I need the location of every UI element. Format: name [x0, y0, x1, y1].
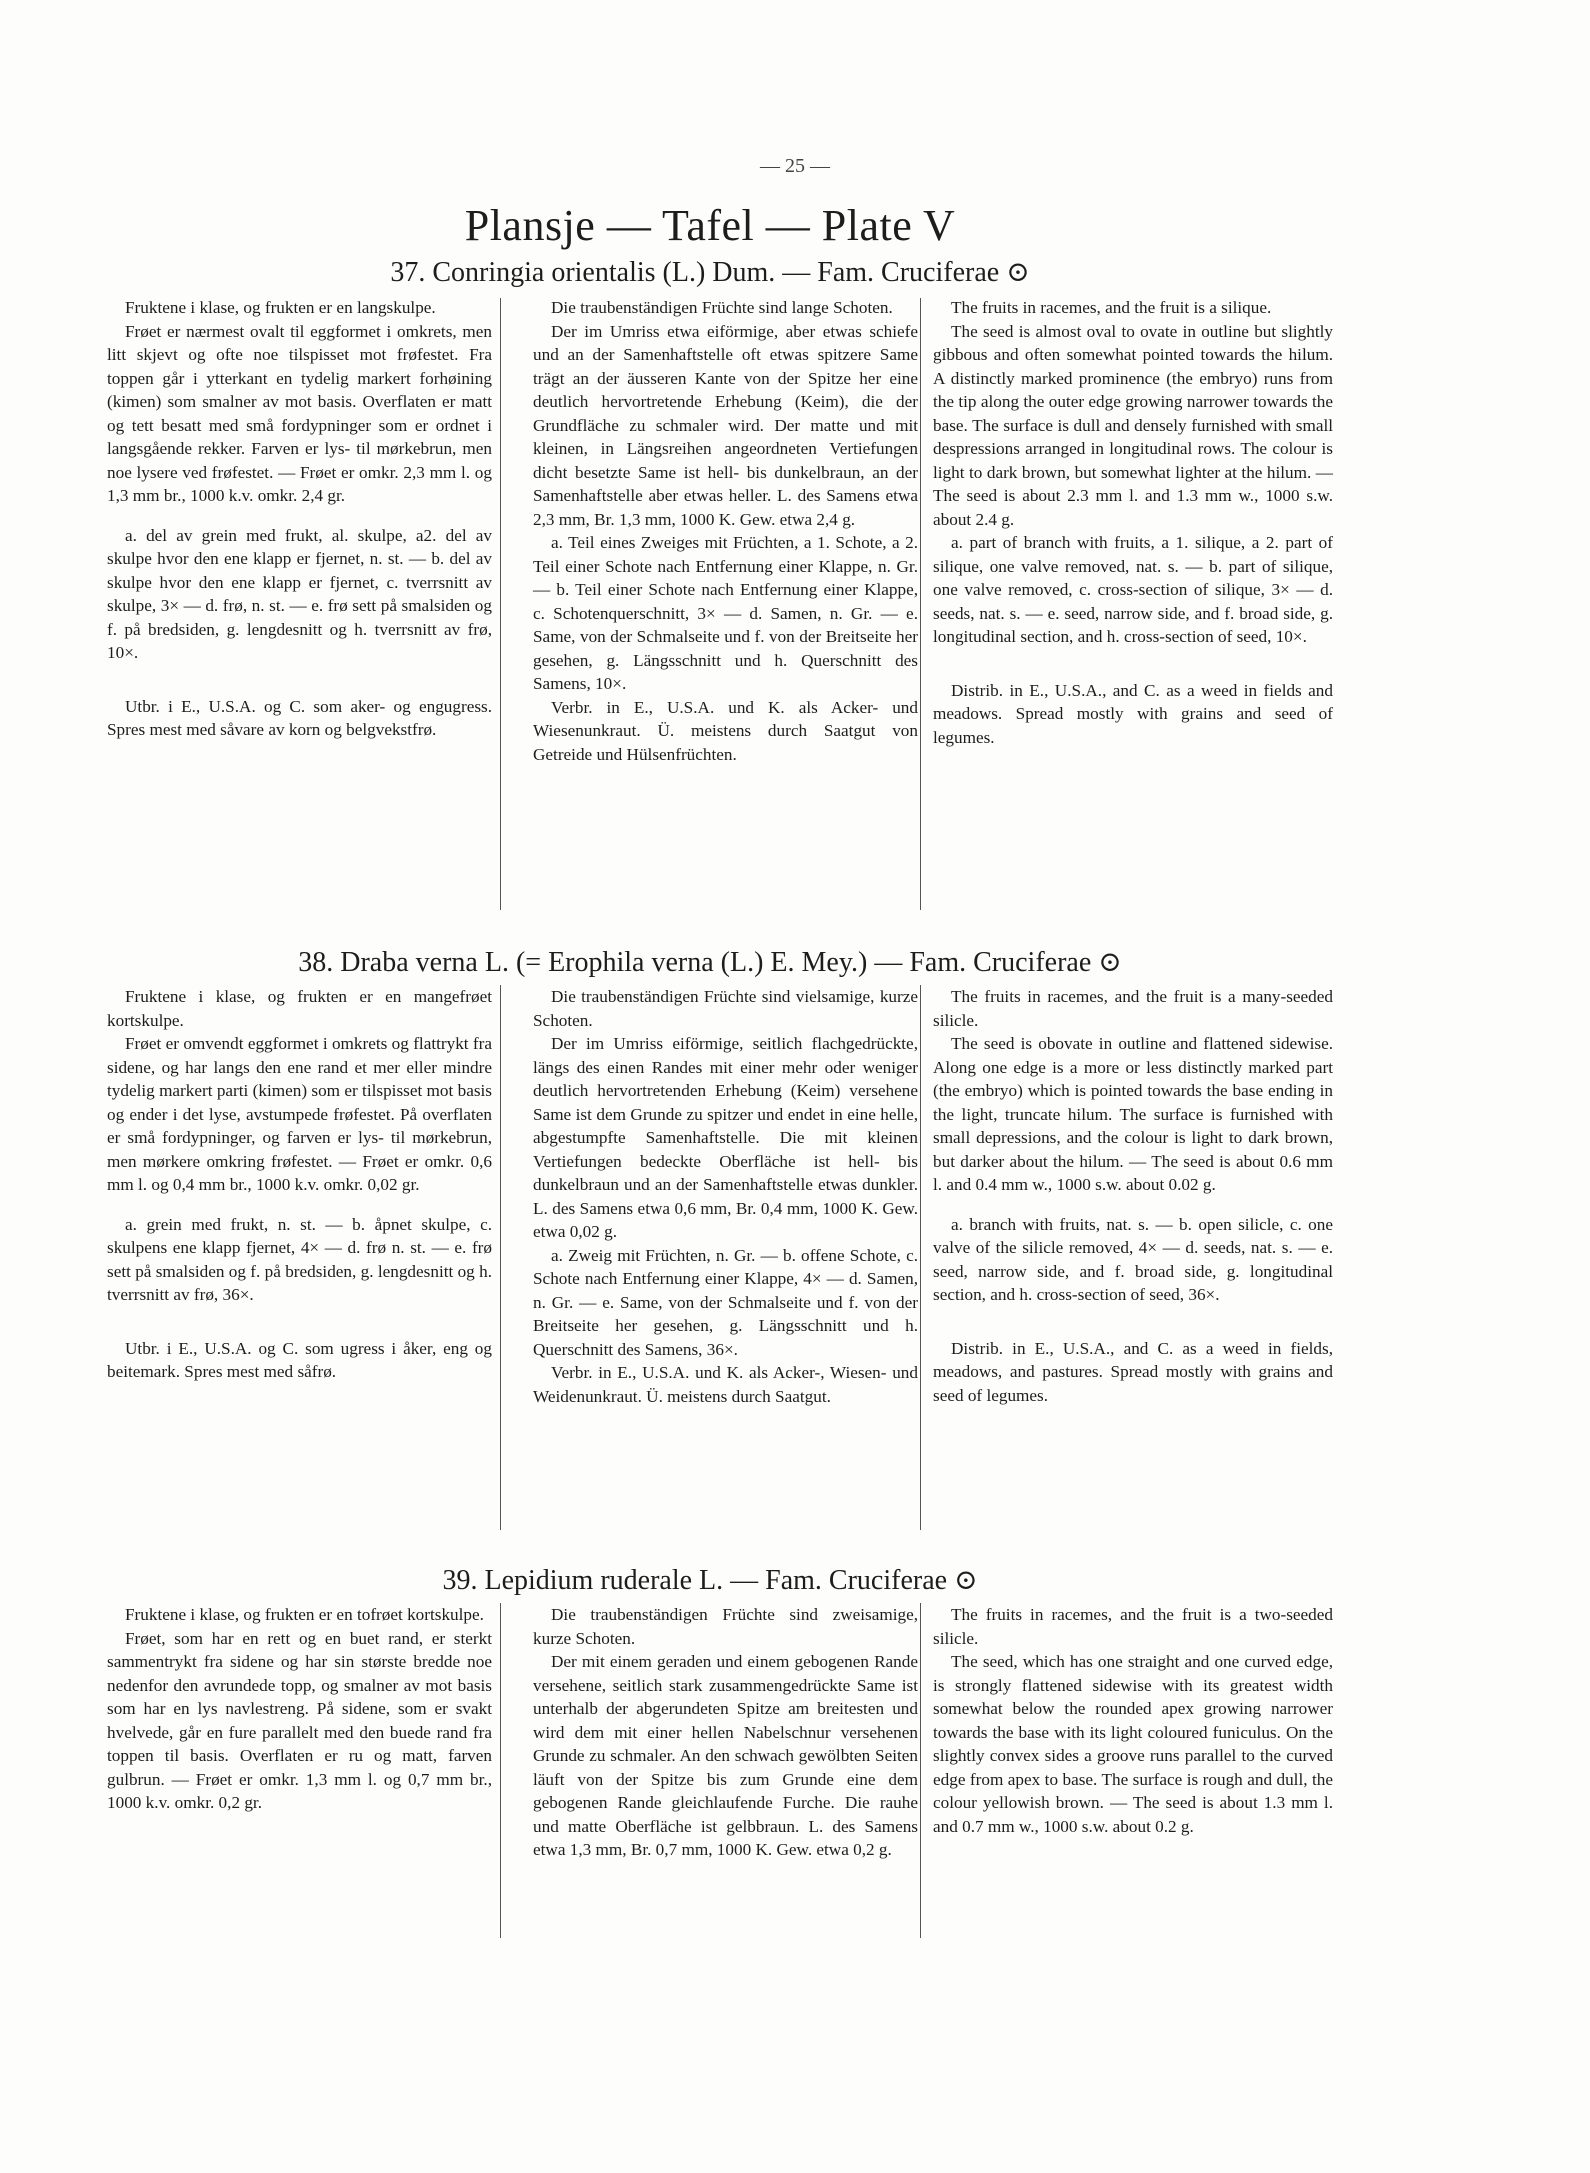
species-heading-39: 39. Lepidium ruderale L. — Fam. Cruciferae ⊙ [442, 1565, 978, 1596]
paragraph: Fruktene i klase, og frukten er en tofrøet kortskulpe. [125, 1605, 484, 1624]
paragraph: The seed is obovate in outline and flattened sidewise. Along one edge is a more or less distinctly marked part (the embryo) which is pointed towards the base ending in the light, truncate hilum. The surface is furnished with small depressions, and the colour is light to dark brown, but darker about the hilum. — The seed is about 0.6 mm l. and 0.4 mm w., 1000 s.w. about 0.02 g. [933, 1034, 1333, 1194]
distribution: Distrib. in E., U.S.A., and C. as a weed in fields, meadows, and pastures. Spread mostly with grains and seed of legumes. [933, 1338, 1333, 1405]
norwegian-column-38 [107, 985, 492, 1384]
norwegian-column-39 [107, 1603, 492, 1815]
distribution: Utbr. i E., U.S.A. og C. som aker- og engugress. Spres mest med såvare av korn og belgvekstfrø. [107, 696, 492, 739]
figure-legend: a. del av grein med frukt, al. skulpe, a2. del av skulpe hvor den ene klapp er fjernet, n. st. — b. del av skulpe hvor den ene klapp er fjernet, c. tverrsnitt av skulpe, 3× — d. frø, n. st. — e. frø sett på smalsiden og f. på bredsiden, g. lengdesnitt og h. tverrsnitt av frø, 10×. [107, 525, 492, 662]
paragraph: The seed, which has one straight and one curved edge, is strongly flattened sidewise with its greatest width somewhat below the rounded apex growing narrower towards the base with its light coloured funiculus. On the slightly convex sides a groove runs parallel to the curved edge from apex to base. The surface is rough and dull, the colour yellowish brown. — The seed is about 1.3 mm l. and 0.7 mm w., 1000 s.w. about 0.2 g. [933, 1652, 1333, 1836]
column-divider [500, 985, 501, 1530]
english-column-37 [933, 296, 1333, 749]
english-column-38 [933, 985, 1333, 1407]
figure-legend: a. Teil eines Zweiges mit Früchten, a 1. Schote, a 2. Teil einer Schote nach Entfernung einer Klappe, n. Gr. — b. Teil einer Schote nach Entfernung einer Klappe, c. Schotenquerschnitt, 3× — d. Samen, n. Gr. — e. Same, von der Schmalseite und f. von der Breitseite her gesehen, g. Längsschnitt und h. Querschnitt des Samens, 10×. [533, 533, 918, 693]
paragraph: Die traubenständigen Früchte sind zweisamige, kurze Schoten. [533, 1605, 918, 1648]
paragraph: Der im Umriss eiförmige, seitlich flachgedrückte, längs des einen Randes mit einer mehr oder weniger deutlich hervortretenden Erhebung (Keim) versehene Same ist dem Grunde zu spitzer und endet in eine helle, abgestumpfte Samenhaftstelle. Die mit kleinen Vertiefungen bedeckte Oberfläche ist hell- bis dunkelbraun und an der Samenhaftstelle etwas dunkler. L. des Samens etwa 0,6 mm, Br. 0,4 mm, 1000 K. Gew. etwa 0,02 g. [533, 1034, 918, 1241]
paragraph: Frøet er omvendt eggformet i omkrets og flattrykt fra sidene, og har langs den ene rand et mer eller mindre tydelig markert parti (kimen) som er tilspisset mot basis og ender i det lyse, avstumpede frøfestet. På overflaten er små fordypninger, og farven er lys- til mørkebrun, men mørkere omkring frøfestet. — Frøet er omkr. 0,6 mm l. og 0,4 mm br., 1000 k.v. omkr. 0,02 gr. [107, 1034, 492, 1194]
species-heading-37: 37. Conringia orientalis (L.) Dum. — Fam. Cruciferae ⊙ [390, 257, 1030, 288]
paragraph: The fruits in racemes, and the fruit is a silique. [951, 298, 1272, 317]
paragraph: The seed is almost oval to ovate in outline but slightly gibbous and often somewhat pointed towards the hilum. A distinctly marked prominence (the embryo) runs from the tip along the outer edge growing narrower towards the base. The surface is dull and densely furnished with small despressions arranged in longitudinal rows. The colour is light to dark brown, but somewhat lighter at the hilum. — The seed is about 2.3 mm l. and 1.3 mm w., 1000 s.w. about 2.4 g. [933, 321, 1333, 529]
distribution: Utbr. i E., U.S.A. og C. som ugress i åker, eng og beitemark. Spres mest med såfrø. [107, 1338, 492, 1381]
species-heading-38: 38. Draba verna L. (= Erophila verna (L.) E. Mey.) — Fam. Cruciferae ⊙ [298, 947, 1122, 978]
distribution: Distrib. in E., U.S.A., and C. as a weed in fields and meadows. Spread mostly with grains and seed of legumes. [933, 680, 1333, 747]
paragraph: Der im Umriss etwa eiförmige, aber etwas schiefe und an der Samenhaftstelle oft etwas spitzere Same trägt an der äusseren Kante von der Spitze her eine deutlich hervortretende Erhebung (Keim), die der Grundfläche zu schmaler wird. Der matte und mit kleinen, in Längsreihen angeordneten Vertiefungen dicht besetzte Same ist hell- bis dunkelbraun, an der Samenhaftstelle aber etwas heller. L. des Samens etwa 2,3 mm, Br. 1,3 mm, 1000 K. Gew. etwa 2,4 g. [533, 321, 918, 529]
paragraph: Die traubenständigen Früchte sind lange Schoten. [551, 298, 893, 317]
german-column-38 [533, 985, 918, 1408]
paragraph: The fruits in racemes, and the fruit is a two-seeded silicle. [933, 1605, 1333, 1648]
column-divider [500, 1603, 501, 1938]
english-column-39 [933, 1603, 1333, 1838]
column-divider [500, 298, 501, 910]
norwegian-column-37 [107, 296, 492, 742]
column-divider [920, 1603, 921, 1938]
distribution: Verbr. in E., U.S.A. und K. als Acker- und Wiesenunkraut. Ü. meistens durch Saatgut von Getreide und Hülsenfrüchten. [533, 697, 918, 764]
paragraph: Der mit einem geraden und einem gebogenen Rande versehene, seitlich stark zusammengedrückte Same ist unterhalb der abgerundeten Spitze am breitesten und wird dem mit einer hellen Nabelschnur versehenen Grunde zu schmaler. An den schwach gewölbten Seiten läuft von der Spitze bis zum Grunde eine dem gebogenen Rande gleichlaufende Furche. Die rauhe und matte Oberfläche ist gelbbraun. L. des Samens etwa 1,3 mm, Br. 0,7 mm, 1000 K. Gew. etwa 0,2 g. [533, 1652, 918, 1859]
column-divider [920, 298, 921, 910]
paragraph: Fruktene i klase, og frukten er en mangefrøet kortskulpe. [107, 987, 492, 1030]
distribution: Verbr. in E., U.S.A. und K. als Acker-, Wiesen- und Weidenunkraut. Ü. meistens durch Saatgut. [533, 1363, 918, 1406]
german-column-39 [533, 1603, 918, 1862]
plate-title: Plansje — Tafel — Plate V [464, 201, 956, 250]
figure-legend: a. grein med frukt, n. st. — b. åpnet skulpe, c. skulpens ene klapp fjernet, 4× — d. frø n. st. — e. frø sett på smalsiden og f. på bredsiden, g. lengdesnitt og h. tverrsnitt av frø, 36×. [107, 1214, 492, 1304]
paragraph: The fruits in racemes, and the fruit is a many-seeded silicle. [933, 987, 1333, 1030]
paragraph: Frøet, som har en rett og en buet rand, er sterkt sammentrykt fra sidene og har sin største bredde noe nedenfor den avrundede topp, og smalner av mot basis som har en lys navlestreng. På sidene, som er svakt hvelvede, går en fure parallelt med den buede rand fra toppen til basis. Overflaten er ru og matt, farven gulbrun. — Frøet er omkr. 1,3 mm l. og 0,7 mm br., 1000 k.v. omkr. 0,2 gr. [107, 1628, 492, 1812]
column-divider [920, 985, 921, 1530]
paragraph: Fruktene i klase, og frukten er en langskulpe. [125, 298, 436, 317]
figure-legend: a. part of branch with fruits, a 1. silique, a 2. part of silique, one valve removed, nat. s. — b. part of silique, one valve removed, c. cross-section of silique, 3× — d. seeds, nat. s. — e. seed, narrow side, and f. broad side, g. longitudinal section, and h. cross-section of seed, 10×. [933, 533, 1333, 646]
page-number: — 25 — [760, 155, 830, 177]
paragraph: Die traubenständigen Früchte sind vielsamige, kurze Schoten. [533, 987, 918, 1030]
german-column-37 [533, 296, 918, 766]
figure-legend: a. branch with fruits, nat. s. — b. open silicle, c. one valve of the silicle removed, 4× — d. seeds, nat. s. — e. seed, narrow side, and f. broad side, g. longitudinal section, and h. cross-section of seed, 36×. [933, 1214, 1333, 1304]
figure-legend: a. Zweig mit Früchten, n. Gr. — b. offene Schote, c. Schote nach Entfernung einer Klappe, 4× — d. Samen, n. Gr. — e. Same, von der Schmalseite und f. von der Breitseite her gesehen, g. Längsschnitt und h. Querschnitt des Samens, 36×. [533, 1245, 918, 1359]
paragraph: Frøet er nærmest ovalt til eggformet i omkrets, men litt skjevt og ofte noe tilspisset mot frøfestet. Fra toppen går i ytterkant en tydelig markert forhøining (kimen) som smalner av mot basis. Overflaten er matt og tett besatt med små fordypninger som er ordnet i langsgående rekker. Farven er lys- til mørkebrun, men noe lysere ved frøfestet. — Frøet er omkr. 2,3 mm l. og 1,3 mm br., 1000 k.v. omkr. 2,4 gr. [107, 321, 492, 505]
